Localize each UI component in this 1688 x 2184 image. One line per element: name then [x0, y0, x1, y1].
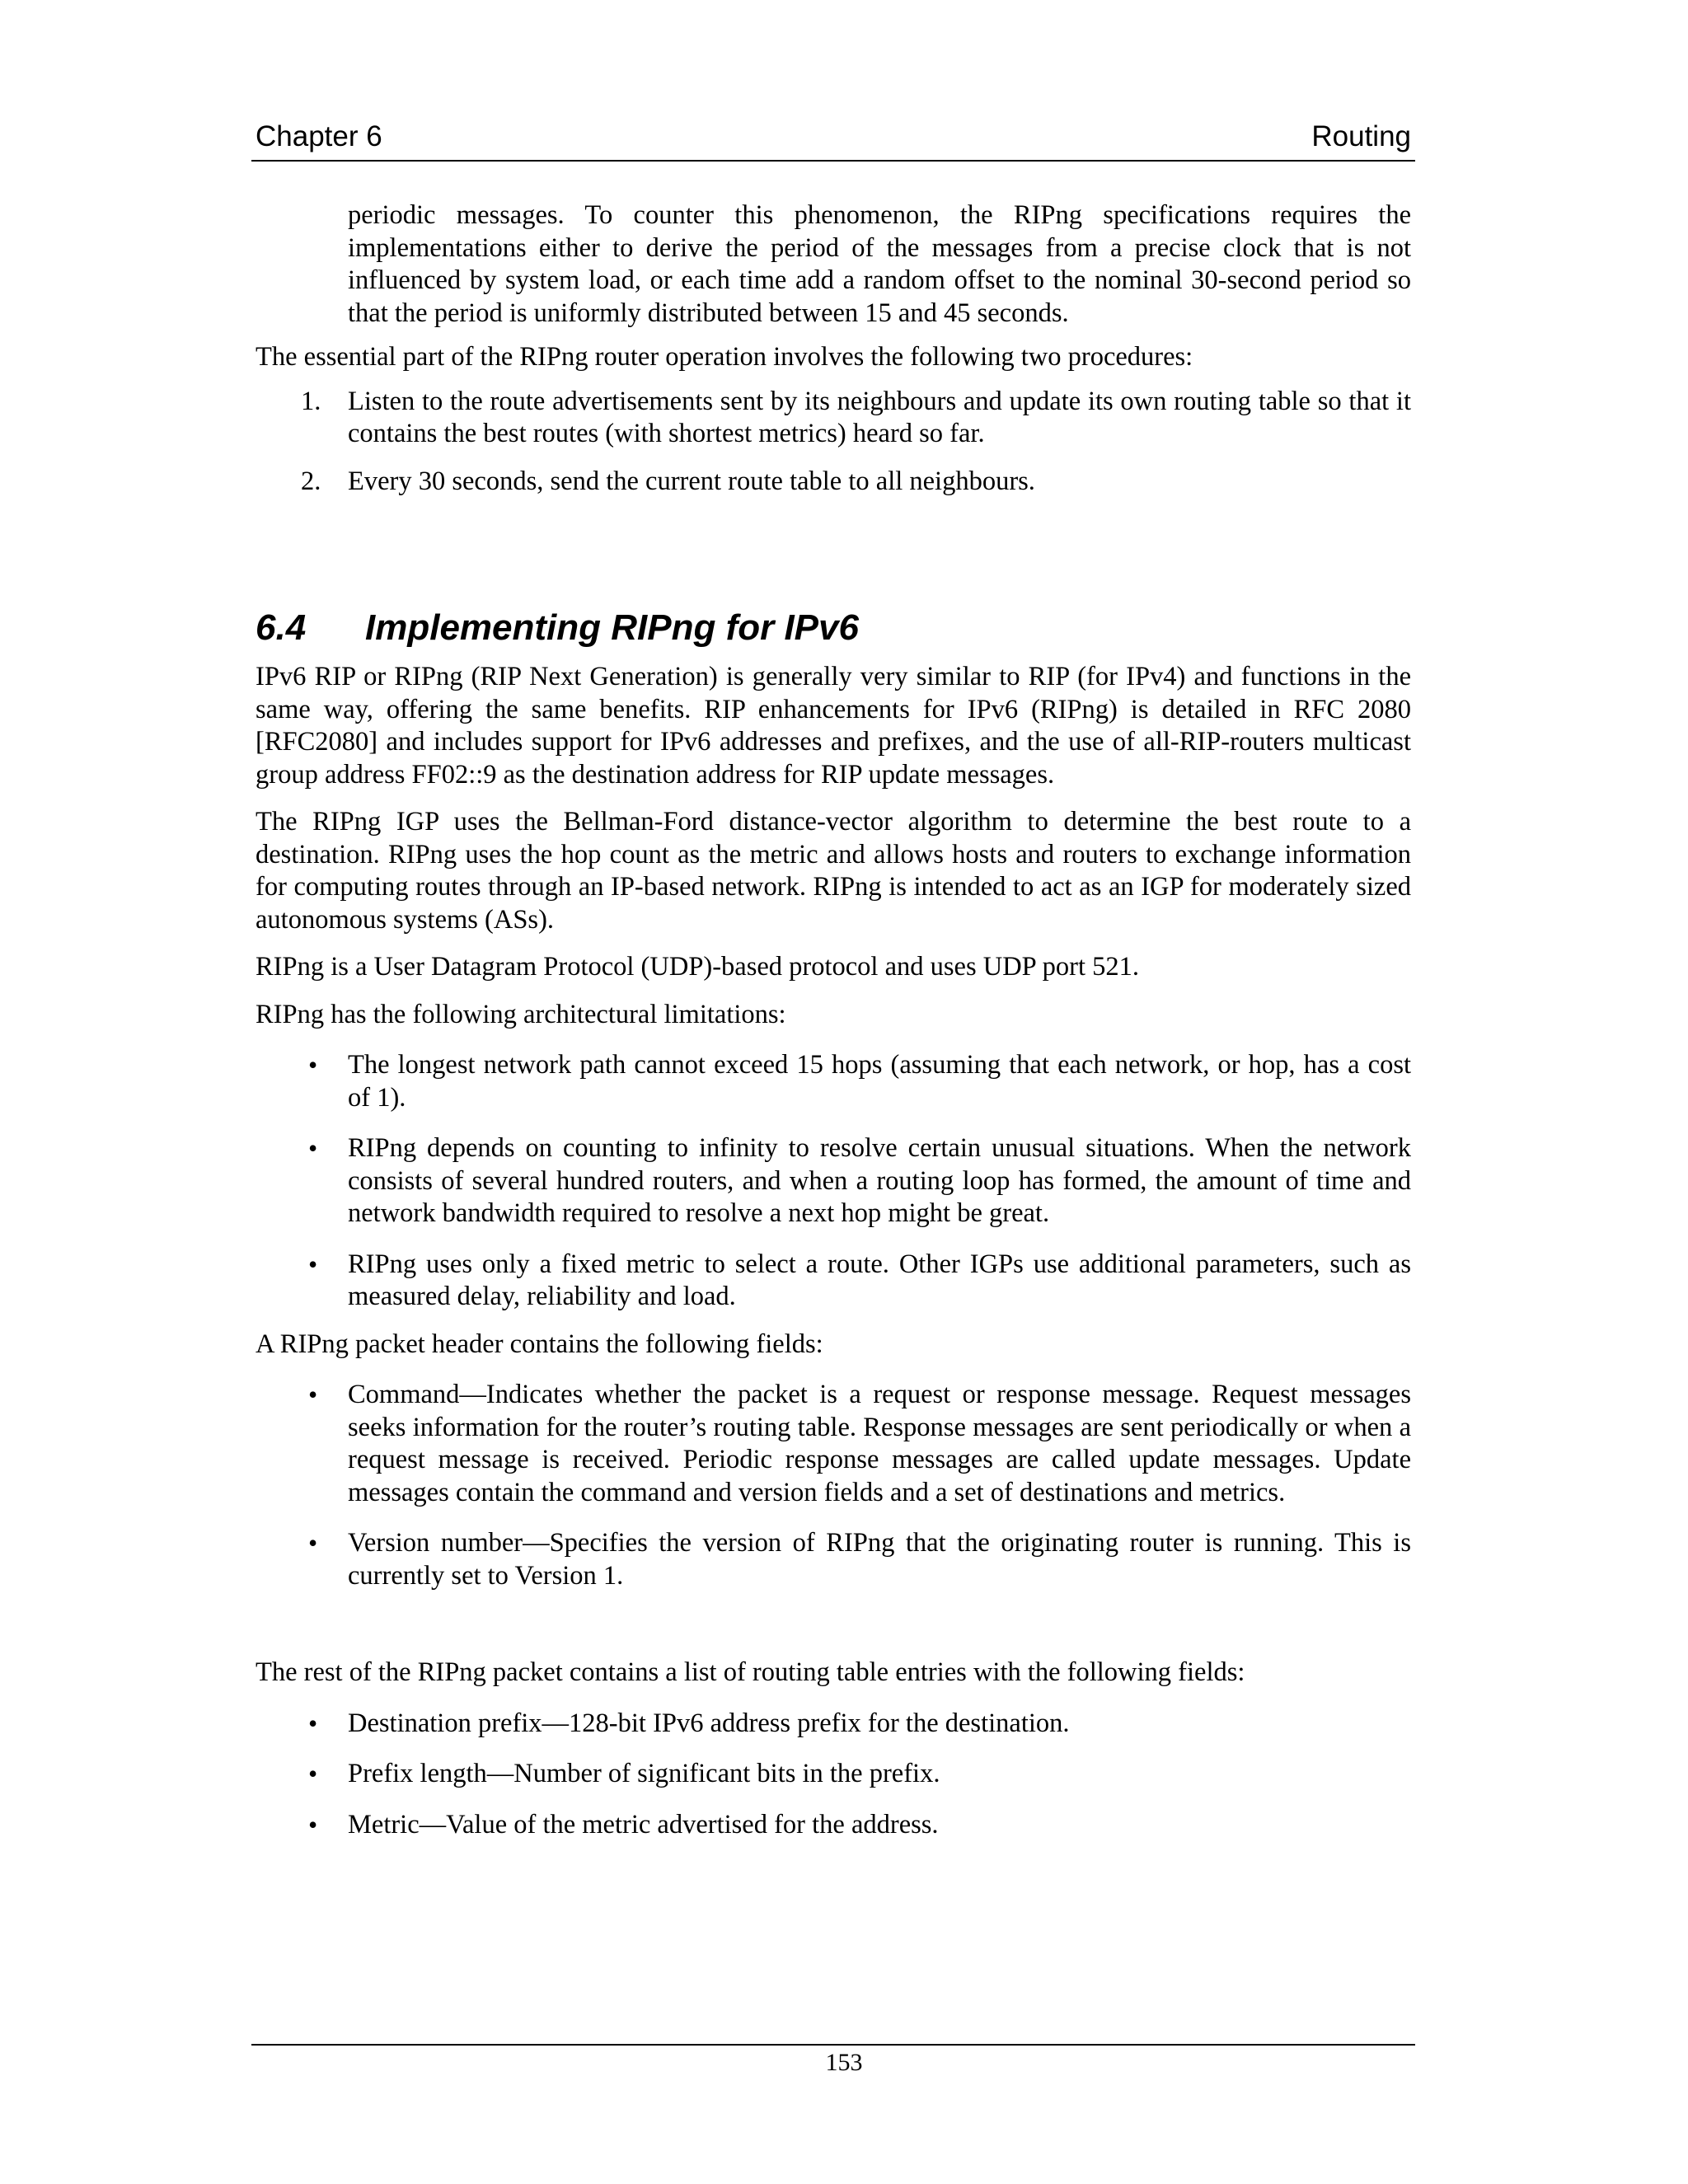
- entry-field-text: Prefix length—Number of significant bits in the prefix.: [348, 1759, 940, 1788]
- limitation-text: RIPng depends on counting to infinity to resolve certain unusual situations. When the network consists of several hundred routers, and when a routing loop has formed, the amount of time and network bandwidth required to resolve a next hop might be great.: [348, 1133, 1411, 1228]
- header-rule: [251, 160, 1415, 162]
- page-body: [256, 199, 1411, 1841]
- limitation-text: RIPng uses only a fixed metric to select a route. Other IGPs use additional parameters, such as measured delay, reliability and load.: [348, 1249, 1411, 1311]
- procedure-text: Listen to the route advertisements sent by its neighbours and update its own routing table so that it contains the best routes (with shortest metrics) heard so far.: [348, 386, 1411, 448]
- header-field-item: [256, 1379, 1411, 1509]
- limitation-item: [256, 1132, 1411, 1230]
- header-field-item: [256, 1527, 1411, 1592]
- entry-field-item: [256, 1708, 1411, 1741]
- limitation-text: The longest network path cannot exceed 15 hops (assuming that each network, or hop, has a cost of 1).: [348, 1050, 1411, 1113]
- entry-field-item: [256, 1809, 1411, 1842]
- limitations-intro: RIPng has the following architectural limitations:: [256, 999, 786, 1029]
- bullet-marker: •: [308, 1380, 318, 1409]
- body-paragraph: RIPng is a User Datagram Protocol (UDP)-based protocol and uses UDP port 521.: [256, 952, 1140, 982]
- section-title: Implementing RIPng for IPv6: [365, 607, 859, 648]
- header-field-text: Version number—Specifies the version of RIPng that the originating router is running. This is currently set to Version 1.: [348, 1528, 1411, 1591]
- entry-field-item: [256, 1758, 1411, 1791]
- procedure-item: [256, 466, 1411, 499]
- section-heading: [256, 607, 1411, 649]
- footer-rule: [251, 2044, 1415, 2046]
- section-number: 6.4: [256, 607, 307, 648]
- body-paragraph: IPv6 RIP or RIPng (RIP Next Generation) is generally very similar to RIP (for IPv4) and functions in the same way, offering the same benefits. RIP enhancements for IPv6 (RIPng) is detailed in RFC 2080 [RFC2080] and includes support for IPv6 addresses and prefixes, and the use of all-RIP-routers multicast group address FF02::9 as the destination address for RIP update messages.: [256, 662, 1411, 790]
- bullet-marker: •: [308, 1133, 318, 1163]
- entries-intro: The rest of the RIPng packet contains a list of routing table entries with the following fields:: [256, 1657, 1245, 1687]
- running-header: [251, 120, 1415, 157]
- limitation-item: [256, 1049, 1411, 1114]
- page-number: 153: [825, 2049, 863, 2076]
- continued-paragraph: periodic messages. To counter this phenomenon, the RIPng specifications requires the implementations either to derive the period of the messages from a precise clock that is not influenced by system load, or each time add a random offset to the nominal 30-second period so that the period is uniformly distributed between 15 and 45 seconds.: [348, 200, 1411, 328]
- limitation-item: [256, 1249, 1411, 1314]
- body-paragraph: The RIPng IGP uses the Bellman-Ford distance-vector algorithm to determine the best route to a destination. RIPng uses the hop count as the metric and allows hosts and routers to exchange information for computing routes through an IP-based network. RIPng is intended to act as an IGP for moderately sized autonomous systems (ASs).: [256, 807, 1411, 935]
- header-chapter: Chapter 6: [256, 120, 382, 152]
- bullet-marker: •: [308, 1249, 318, 1279]
- bullet-marker: •: [308, 1759, 318, 1788]
- bullet-marker: •: [308, 1708, 318, 1738]
- header-section-name: Routing: [1311, 120, 1411, 152]
- header-fields-intro: A RIPng packet header contains the following fields:: [256, 1329, 823, 1359]
- bullet-marker: •: [308, 1528, 318, 1558]
- procedure-text: Every 30 seconds, send the current route table to all neighbours.: [348, 466, 1035, 496]
- header-field-text: Command—Indicates whether the packet is a request or response message. Request messages seeks information for the router’s routing table. Response messages are sent periodically or when a request message is received. Periodic response messages are called update messages. Update messages contain the command and version fields and a set of destinations and metrics.: [348, 1380, 1411, 1507]
- bullet-marker: •: [308, 1809, 318, 1840]
- procedure-item: [256, 386, 1411, 451]
- entry-field-text: Metric—Value of the metric advertised for the address.: [348, 1809, 939, 1840]
- procedure-number: 2.: [301, 466, 321, 496]
- entry-field-text: Destination prefix—128-bit IPv6 address prefix for the destination.: [348, 1708, 1070, 1738]
- bullet-marker: •: [308, 1050, 318, 1080]
- procedure-number: 1.: [301, 386, 321, 416]
- procedures-intro: The essential part of the RIPng router operation involves the following two procedures:: [256, 342, 1193, 372]
